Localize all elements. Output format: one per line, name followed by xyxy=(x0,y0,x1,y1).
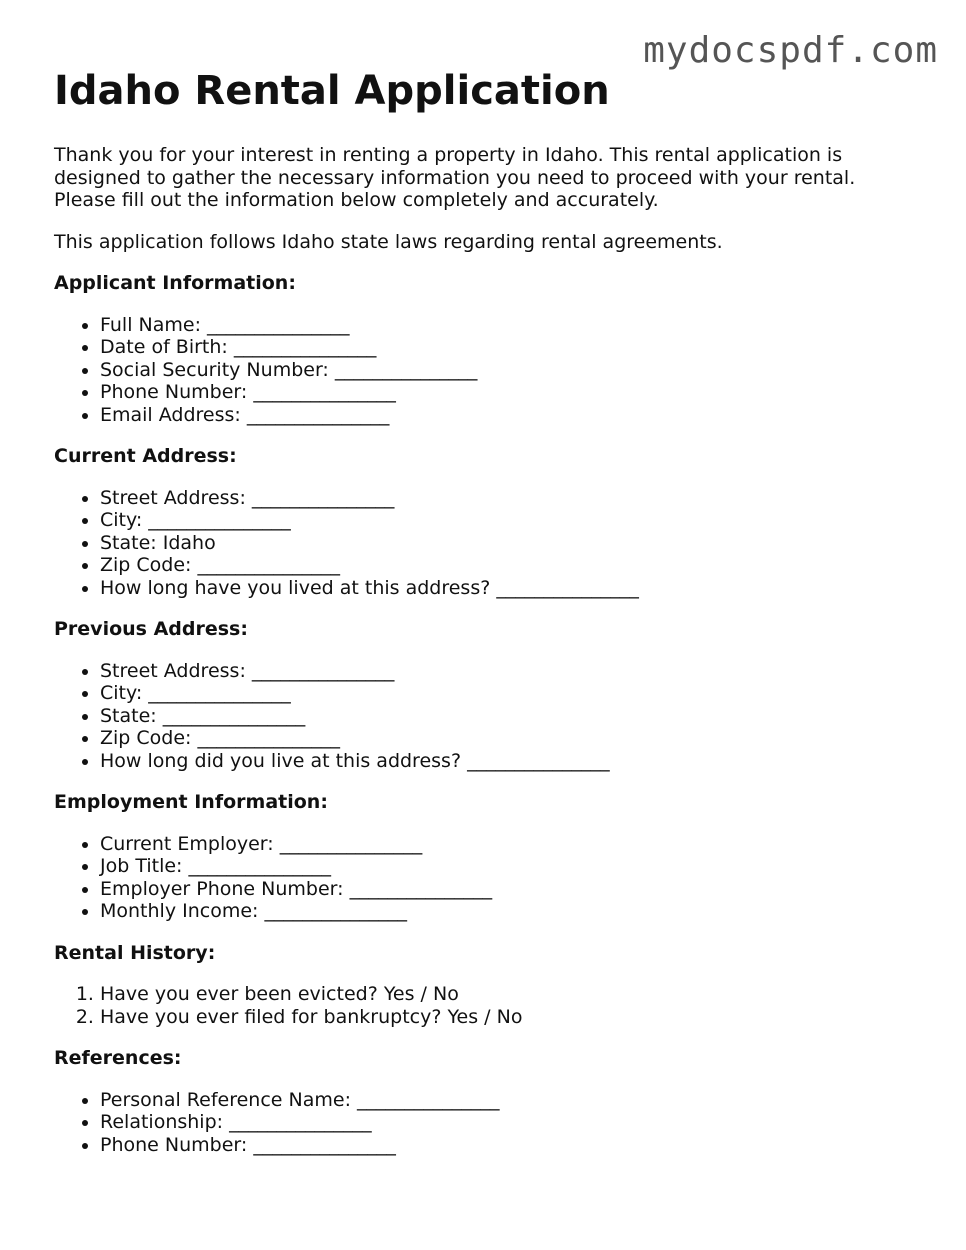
section-heading-previous-address: Previous Address: xyxy=(54,618,248,640)
section-heading-current-address: Current Address: xyxy=(54,445,237,467)
list-item-email: • Email Address: _______________ xyxy=(100,404,914,427)
list-item-city: • City: _______________ xyxy=(100,682,914,705)
list-item-reference-name: • Personal Reference Name: _______________ xyxy=(100,1089,914,1112)
list-item-zip: • Zip Code: _______________ xyxy=(100,554,914,577)
section-heading-employment: Employment Information: xyxy=(54,791,328,813)
list-item-job-title: • Job Title: _______________ xyxy=(100,855,914,878)
rental-history-list xyxy=(54,983,914,1028)
watermark: mydocspdf.com xyxy=(643,30,938,71)
list-item-street: • Street Address: _______________ xyxy=(100,487,914,510)
list-item-ssn: • Social Security Number: _______________ xyxy=(100,359,914,382)
list-item-reference-phone: • Phone Number: _______________ xyxy=(100,1134,914,1157)
current-address-list xyxy=(54,487,914,600)
section-heading-references: References: xyxy=(54,1047,182,1069)
list-item-zip: • Zip Code: _______________ xyxy=(100,727,914,750)
list-item-full-name: • Full Name: _______________ xyxy=(100,314,914,337)
employment-list xyxy=(54,833,914,923)
list-item-bankruptcy: 2. Have you ever filed for bankruptcy? Yes / No xyxy=(100,1006,914,1029)
list-item-state: • State: _______________ xyxy=(100,705,914,728)
list-item-income: • Monthly Income: _______________ xyxy=(100,900,914,923)
section-heading-rental-history: Rental History: xyxy=(54,941,216,964)
previous-address-list xyxy=(54,660,914,773)
legal-note: This application follows Idaho state laws regarding rental agreements. xyxy=(54,230,723,253)
list-item-date-of-birth: • Date of Birth: _______________ xyxy=(100,336,914,359)
list-item-phone: • Phone Number: _______________ xyxy=(100,381,914,404)
list-item-relationship: • Relationship: _______________ xyxy=(100,1111,914,1134)
applicant-list xyxy=(54,314,914,427)
list-item-street: • Street Address: _______________ xyxy=(100,660,914,683)
list-item-duration: • How long have you lived at this address? _______________ xyxy=(100,577,914,600)
list-item-city: • City: _______________ xyxy=(100,509,914,532)
list-item-state: • State: Idaho xyxy=(100,532,914,555)
references-list xyxy=(54,1089,914,1157)
page-title: Idaho Rental Application xyxy=(54,68,610,114)
list-item-employer-phone: • Employer Phone Number: _______________ xyxy=(100,878,914,901)
list-item-duration: • How long did you live at this address? _______________ xyxy=(100,750,914,773)
document-page xyxy=(54,68,914,1175)
list-item-employer: • Current Employer: _______________ xyxy=(100,833,914,856)
list-item-evicted: 1. Have you ever been evicted? Yes / No xyxy=(100,983,914,1006)
intro-paragraph: Thank you for your interest in renting a property in Idaho. This rental application is designed to gather the necessary information you need to proceed with your rental. Please fill out the information below completely and accurately. xyxy=(54,144,856,211)
section-heading-applicant: Applicant Information: xyxy=(54,272,296,294)
